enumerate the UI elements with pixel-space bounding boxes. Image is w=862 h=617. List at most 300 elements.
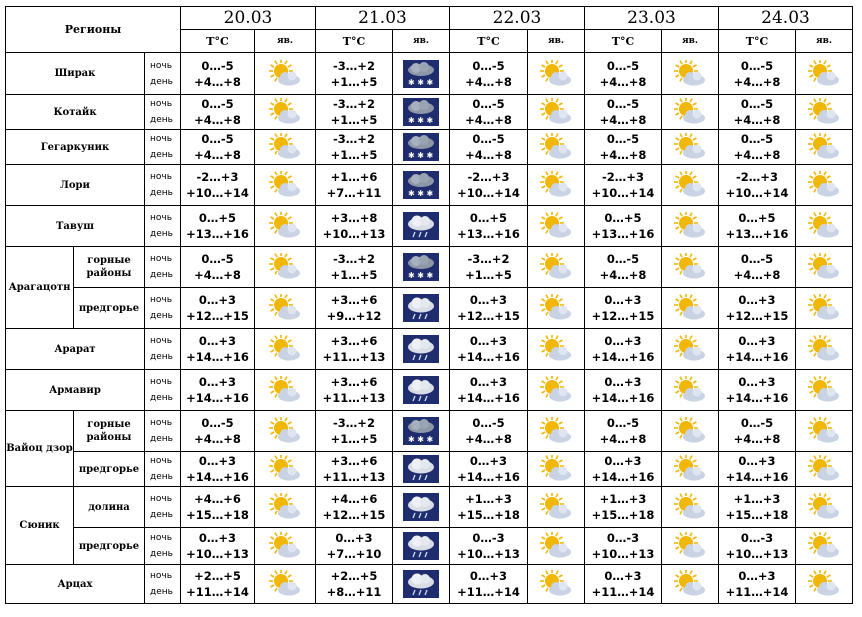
phenomena-header: яв. — [662, 30, 719, 53]
sun-cloud-icon — [672, 335, 708, 363]
night-label: ночь — [150, 134, 173, 144]
temperature-cell — [450, 528, 528, 565]
regions-header: Регионы — [6, 7, 181, 53]
phenomena-cell — [796, 452, 853, 487]
phenomena-cell — [796, 411, 853, 452]
day-label: день — [150, 393, 173, 403]
temperature-cell — [719, 288, 796, 329]
night-temp: -3…+2 — [333, 58, 375, 73]
day-temp: +11…+13 — [322, 391, 386, 405]
sun-cloud-icon — [672, 212, 708, 240]
phenomena-cell — [528, 452, 585, 487]
temperature-cell — [585, 452, 662, 487]
table-row — [6, 165, 853, 206]
phenomena-cell — [393, 206, 450, 247]
temperature-cell — [719, 487, 796, 528]
temperature-cell — [181, 206, 255, 247]
night-temp: -3…+2 — [467, 252, 510, 266]
table-row — [6, 487, 853, 528]
night-label: ночь — [150, 418, 173, 428]
phenomena-cell — [528, 288, 585, 329]
night-day-labels — [145, 165, 181, 206]
temperature-cell — [316, 370, 393, 411]
sun-cloud-icon — [672, 253, 708, 281]
subregion-name: предгорье — [74, 452, 145, 487]
sun-cloud-icon — [538, 98, 574, 126]
phenomena-header: яв. — [528, 30, 585, 53]
temperature-cell — [450, 53, 528, 95]
snow-cloud-icon — [403, 133, 439, 161]
temperature-cell — [181, 165, 255, 206]
svg-text:✱ ✱ ✱: ✱ ✱ ✱ — [408, 77, 434, 87]
phenomena-cell — [255, 165, 316, 206]
temperature-cell — [181, 95, 255, 130]
phenomena-cell — [255, 487, 316, 528]
temperature-cell — [316, 329, 393, 370]
day-temp: +1…+5 — [330, 432, 378, 446]
date-header-5: 24.03 — [719, 7, 853, 30]
svg-text:✱ ✱ ✱: ✱ ✱ ✱ — [408, 189, 434, 198]
day-label: день — [150, 472, 173, 482]
table-row — [6, 95, 853, 130]
day-temp: +12…+15 — [186, 309, 249, 323]
day-temp: +4…+8 — [599, 74, 647, 89]
rain-cloud-icon — [403, 376, 439, 404]
night-temp: +3…+6 — [330, 334, 378, 348]
day-temp: +14…+16 — [725, 391, 789, 405]
night-temp: 0…+3 — [738, 375, 776, 389]
sun-cloud-icon — [538, 212, 574, 240]
night-temp: +4…+6 — [330, 492, 378, 506]
night-temp: 0…-5 — [740, 132, 774, 146]
night-temp: +2…+5 — [194, 569, 241, 583]
temperature-cell — [450, 370, 528, 411]
temp-header: T°C — [316, 30, 393, 53]
day-temp: +1…+5 — [330, 148, 378, 162]
region-name: Лори — [6, 165, 145, 206]
table-row — [6, 565, 853, 604]
date-header-4: 23.03 — [585, 7, 719, 30]
day-temp: +4…+8 — [599, 148, 647, 162]
temperature-cell — [316, 53, 393, 95]
day-temp: +1…+5 — [330, 74, 378, 89]
table-row — [6, 528, 853, 565]
phenomena-cell — [255, 528, 316, 565]
table-row — [6, 288, 853, 329]
temperature-cell — [181, 329, 255, 370]
day-temp: +4…+8 — [733, 74, 781, 89]
sun-cloud-icon — [538, 171, 574, 199]
phenomena-cell — [796, 53, 853, 95]
day-temp: +7…+10 — [326, 547, 382, 561]
day-label: день — [150, 549, 173, 559]
sun-cloud-icon — [267, 532, 303, 560]
day-temp: +4…+8 — [733, 148, 781, 162]
temperature-cell — [316, 130, 393, 165]
day-temp: +7…+11 — [326, 186, 382, 200]
day-label: день — [150, 587, 173, 597]
night-label: ночь — [150, 377, 173, 387]
night-temp: 0…+3 — [198, 531, 237, 545]
subregion-name: горные районы — [74, 247, 145, 288]
night-temp: 0…-5 — [740, 97, 774, 111]
night-day-labels — [145, 288, 181, 329]
date-header-1: 20.03 — [181, 7, 316, 30]
sun-cloud-icon — [806, 171, 842, 199]
phenomena-cell — [255, 411, 316, 452]
day-temp: +14…+16 — [725, 470, 789, 484]
night-temp: +3…+6 — [330, 454, 378, 468]
phenomena-cell — [255, 95, 316, 130]
night-day-labels — [145, 370, 181, 411]
night-temp: 0…-5 — [472, 416, 505, 430]
day-temp: +13…+16 — [186, 227, 249, 241]
day-temp: +4…+8 — [733, 432, 781, 446]
phenomena-cell — [662, 95, 719, 130]
sun-cloud-icon — [672, 376, 708, 404]
region-name: Армавир — [6, 370, 145, 411]
sun-cloud-icon — [806, 335, 842, 363]
sun-cloud-icon — [672, 294, 708, 322]
day-label: день — [150, 188, 173, 198]
day-temp: +1…+5 — [330, 268, 378, 282]
night-temp: 0…+5 — [469, 211, 508, 225]
sun-cloud-icon — [267, 455, 303, 483]
temperature-cell — [181, 370, 255, 411]
night-temp: 0…-5 — [472, 58, 505, 73]
sun-cloud-icon — [806, 294, 842, 322]
day-temp: +10…+14 — [457, 186, 520, 200]
night-temp: +1…+3 — [733, 492, 781, 506]
phenomena-cell — [662, 370, 719, 411]
night-temp: 0…+3 — [469, 293, 508, 307]
temperature-cell — [316, 411, 393, 452]
night-label: ночь — [150, 533, 173, 543]
phenomena-cell — [393, 565, 450, 604]
snow-cloud-icon — [403, 60, 439, 88]
temperature-cell — [316, 165, 393, 206]
forecast-table — [5, 6, 853, 604]
night-temp: 0…-5 — [201, 58, 234, 73]
temperature-cell — [585, 487, 662, 528]
night-temp: 0…+3 — [198, 334, 237, 348]
night-temp: 0…+3 — [198, 293, 237, 307]
temperature-cell — [719, 528, 796, 565]
temperature-cell — [450, 411, 528, 452]
rain-cloud-icon — [403, 335, 439, 363]
phenomena-header: яв. — [255, 30, 316, 53]
region-name: Арцах — [6, 565, 145, 604]
temperature-cell — [316, 206, 393, 247]
day-temp: +14…+16 — [186, 350, 249, 364]
day-temp: +15…+18 — [186, 508, 249, 522]
day-label: день — [150, 150, 173, 160]
night-temp: 0…+5 — [738, 211, 776, 225]
temperature-cell — [450, 247, 528, 288]
temperature-cell — [585, 528, 662, 565]
day-temp: +12…+15 — [457, 309, 520, 323]
sun-cloud-icon — [806, 253, 842, 281]
sun-cloud-icon — [806, 60, 842, 88]
day-temp: +13…+16 — [591, 227, 655, 241]
sun-cloud-icon — [538, 376, 574, 404]
sun-cloud-icon — [267, 417, 303, 445]
day-temp: +10…+13 — [725, 547, 789, 561]
night-temp: +3…+6 — [330, 293, 378, 307]
night-day-labels — [145, 95, 181, 130]
night-temp: -2…+3 — [467, 170, 510, 184]
temp-header: T°C — [585, 30, 662, 53]
temperature-cell — [585, 95, 662, 130]
day-temp: +13…+16 — [457, 227, 520, 241]
night-day-labels — [145, 487, 181, 528]
phenomena-cell — [796, 247, 853, 288]
sun-cloud-icon — [538, 493, 574, 521]
temperature-cell — [316, 528, 393, 565]
night-day-labels — [145, 329, 181, 370]
table-row — [6, 53, 853, 95]
snow-cloud-icon — [403, 98, 439, 126]
day-temp: +10…+13 — [457, 547, 520, 561]
subregion-name: долина — [74, 487, 145, 528]
sun-cloud-icon — [806, 417, 842, 445]
sun-cloud-icon — [672, 417, 708, 445]
phenomena-cell — [796, 206, 853, 247]
rain-cloud-icon — [403, 212, 439, 240]
day-temp: +4…+8 — [194, 268, 241, 282]
day-temp: +4…+8 — [733, 113, 781, 127]
night-day-labels — [145, 528, 181, 565]
day-temp: +4…+8 — [465, 113, 512, 127]
rain-cloud-icon — [403, 455, 439, 483]
day-temp: +8…+11 — [326, 585, 382, 599]
temperature-cell — [181, 452, 255, 487]
night-temp: 0…-5 — [740, 416, 774, 430]
temperature-cell — [719, 565, 796, 604]
table-row — [6, 370, 853, 411]
temperature-cell — [450, 206, 528, 247]
temperature-cell — [585, 565, 662, 604]
phenomena-cell — [662, 452, 719, 487]
temperature-cell — [585, 165, 662, 206]
night-temp: 0…+3 — [738, 454, 776, 468]
night-temp: 0…+3 — [738, 569, 776, 583]
region-name: Арарат — [6, 329, 145, 370]
sun-cloud-icon — [672, 133, 708, 161]
temperature-cell — [316, 452, 393, 487]
phenomena-cell — [662, 206, 719, 247]
rain-cloud-icon — [403, 532, 439, 560]
night-temp: 0…-5 — [472, 132, 505, 146]
sun-cloud-icon — [806, 133, 842, 161]
sun-cloud-icon — [267, 376, 303, 404]
temperature-cell — [181, 528, 255, 565]
sun-cloud-icon — [267, 212, 303, 240]
day-temp: +14…+16 — [457, 470, 520, 484]
sun-cloud-icon — [267, 294, 303, 322]
sun-cloud-icon — [672, 60, 708, 88]
table-row — [6, 130, 853, 165]
night-label: ночь — [150, 254, 173, 264]
night-temp: +4…+6 — [194, 492, 241, 506]
temperature-cell — [450, 130, 528, 165]
phenomena-cell — [662, 565, 719, 604]
temperature-cell — [316, 247, 393, 288]
sun-cloud-icon — [672, 570, 708, 598]
day-temp: +10…+14 — [725, 186, 789, 200]
sun-cloud-icon — [672, 171, 708, 199]
night-label: ночь — [150, 60, 173, 71]
day-temp: +4…+8 — [733, 268, 781, 282]
temperature-cell — [181, 53, 255, 95]
temperature-cell — [719, 370, 796, 411]
phenomena-cell — [528, 487, 585, 528]
phenomena-header: яв. — [796, 30, 853, 53]
region-name: Вайоц дзор — [6, 411, 74, 487]
temperature-cell — [450, 95, 528, 130]
phenomena-cell — [255, 565, 316, 604]
night-temp: +3…+8 — [330, 211, 378, 225]
night-temp: +1…+6 — [330, 170, 378, 184]
night-label: ночь — [150, 213, 173, 223]
temperature-cell — [585, 130, 662, 165]
phenomena-cell — [393, 452, 450, 487]
temperature-cell — [181, 288, 255, 329]
sun-cloud-icon — [672, 493, 708, 521]
night-day-labels — [145, 53, 181, 95]
phenomena-cell — [528, 247, 585, 288]
night-temp: 0…+3 — [198, 454, 237, 468]
phenomena-cell — [796, 565, 853, 604]
day-label: день — [150, 115, 173, 125]
region-name: Тавуш — [6, 206, 145, 247]
temperature-cell — [316, 95, 393, 130]
sun-cloud-icon — [538, 570, 574, 598]
day-temp: +9…+12 — [326, 309, 382, 323]
sun-cloud-icon — [672, 455, 708, 483]
night-temp: 0…+3 — [604, 293, 642, 307]
table-body — [6, 53, 853, 604]
phenomena-cell — [255, 206, 316, 247]
phenomena-cell — [528, 329, 585, 370]
night-temp: 0…-5 — [606, 416, 640, 430]
day-temp: +14…+16 — [591, 350, 655, 364]
day-label: день — [150, 352, 173, 362]
night-day-labels — [145, 452, 181, 487]
day-temp: +14…+16 — [186, 470, 249, 484]
night-temp: 0…-5 — [606, 58, 640, 73]
night-temp: 0…+3 — [604, 454, 642, 468]
night-temp: -2…+3 — [196, 170, 239, 184]
night-label: ночь — [150, 494, 173, 504]
day-temp: +14…+16 — [457, 350, 520, 364]
day-temp: +4…+8 — [465, 148, 512, 162]
date-header-3: 22.03 — [450, 7, 585, 30]
phenomena-cell — [662, 411, 719, 452]
phenomena-cell — [393, 247, 450, 288]
night-temp: +3…+6 — [330, 375, 378, 389]
temperature-cell — [181, 247, 255, 288]
sun-cloud-icon — [267, 133, 303, 161]
night-temp: -2…+3 — [736, 170, 778, 184]
phenomena-cell — [255, 288, 316, 329]
day-temp: +14…+16 — [725, 350, 789, 364]
sun-cloud-icon — [538, 253, 574, 281]
temperature-cell — [719, 247, 796, 288]
day-temp: +11…+14 — [725, 585, 789, 599]
phenomena-cell — [796, 288, 853, 329]
phenomena-cell — [796, 329, 853, 370]
day-temp: +12…+15 — [322, 508, 386, 522]
phenomena-cell — [528, 206, 585, 247]
night-label: ночь — [150, 172, 173, 182]
day-temp: +11…+13 — [322, 350, 386, 364]
night-temp: -3…+2 — [333, 416, 375, 430]
night-temp: 0…+3 — [469, 454, 508, 468]
phenomena-cell — [662, 130, 719, 165]
temperature-cell — [181, 130, 255, 165]
temperature-cell — [181, 411, 255, 452]
sun-cloud-icon — [538, 455, 574, 483]
temperature-cell — [585, 329, 662, 370]
day-temp: +15…+18 — [457, 508, 520, 522]
night-temp: -3…+2 — [333, 252, 375, 266]
night-temp: 0…+3 — [738, 334, 776, 348]
day-temp: +10…+13 — [591, 547, 655, 561]
sun-cloud-icon — [267, 60, 303, 88]
day-temp: +15…+18 — [725, 508, 789, 522]
phenomena-cell — [393, 411, 450, 452]
day-temp: +1…+5 — [465, 268, 512, 282]
night-temp: 0…-5 — [606, 97, 640, 111]
phenomena-cell — [393, 370, 450, 411]
phenomena-cell — [393, 95, 450, 130]
night-temp: 0…+3 — [469, 375, 508, 389]
phenomena-cell — [393, 53, 450, 95]
sun-cloud-icon — [267, 335, 303, 363]
night-temp: 0…+3 — [604, 569, 642, 583]
day-temp: +13…+16 — [725, 227, 789, 241]
temperature-cell — [450, 565, 528, 604]
sun-cloud-icon — [267, 570, 303, 598]
day-temp: +4…+8 — [194, 113, 241, 127]
temperature-cell — [181, 487, 255, 528]
night-temp: 0…-3 — [606, 531, 640, 545]
phenomena-cell — [255, 452, 316, 487]
phenomena-cell — [662, 247, 719, 288]
phenomena-cell — [528, 528, 585, 565]
sun-cloud-icon — [806, 455, 842, 483]
temperature-cell — [181, 565, 255, 604]
day-temp: +4…+8 — [194, 148, 241, 162]
day-label: день — [150, 270, 173, 280]
temperature-cell — [316, 565, 393, 604]
snow-cloud-icon — [403, 253, 439, 281]
phenomena-cell — [393, 130, 450, 165]
night-temp: 0…-5 — [201, 132, 234, 146]
phenomena-cell — [796, 95, 853, 130]
phenomena-cell — [796, 165, 853, 206]
temperature-cell — [316, 288, 393, 329]
phenomena-cell — [662, 288, 719, 329]
night-temp: 0…-5 — [740, 58, 774, 73]
night-temp: 0…+3 — [604, 334, 642, 348]
temperature-cell — [719, 329, 796, 370]
region-name: Арагацотн — [6, 247, 74, 329]
night-temp: +1…+3 — [599, 492, 647, 506]
sun-cloud-icon — [267, 493, 303, 521]
night-label: ночь — [150, 456, 173, 466]
